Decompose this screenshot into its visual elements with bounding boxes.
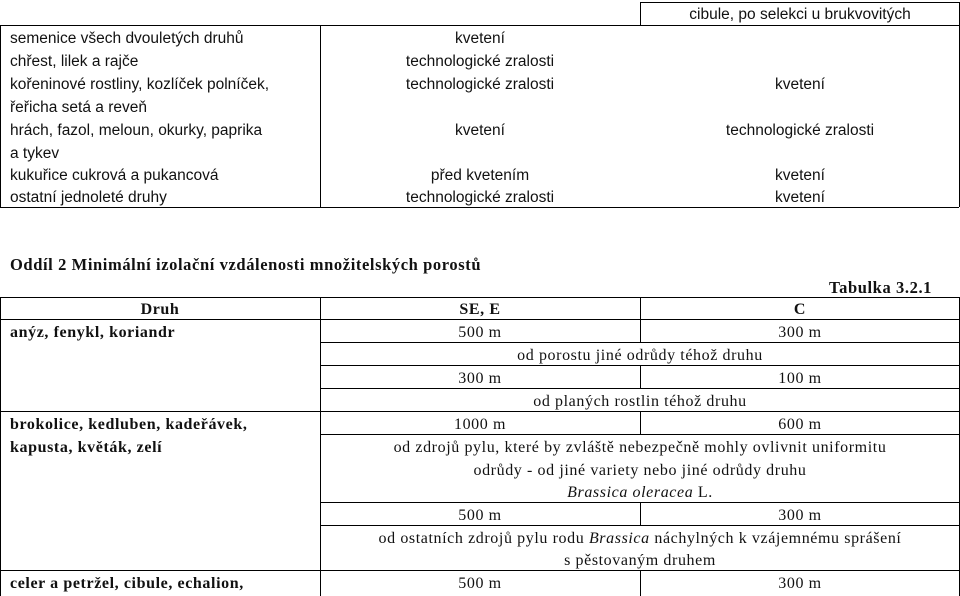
t2-r1-rule [320, 342, 959, 343]
t2-r3-rule [320, 434, 959, 435]
t2-divider-se-c-4 [640, 502, 641, 525]
t2-r3-note4 [379, 527, 902, 550]
t1-row4-col3: technologické zralosti [725, 122, 875, 139]
t2-r3-note4-prefix: od ostatních zdrojů pylu rodu [378, 530, 589, 547]
t2-r3-se: 1000 m [453, 416, 507, 433]
t2-r3-crop-line2: kapusta, květák, zelí [10, 439, 163, 456]
t2-r1-se: 500 m [458, 324, 502, 341]
t1-header-right: cibule, po selekci u brukvovitých [689, 6, 911, 23]
t2-r3-se2-rule [320, 525, 959, 526]
t1-row5-col3: kvetení [775, 167, 825, 184]
t2-r3-c2: 300 m [778, 507, 822, 524]
t1-left-border [0, 25, 1, 207]
t2-r3-genus: Brassica [588, 530, 650, 547]
t2-r3-note1: od zdrojů pylu, které by zvláště nebezpečně mohly ovlivnit uniformitu [393, 439, 887, 456]
t2-r4-se: 500 m [458, 575, 502, 592]
t2-divider-se-c-2 [640, 365, 641, 388]
t2-r3-end-rule [0, 570, 959, 571]
t1-row3-crop-line2: řeřicha setá a reveň [10, 99, 147, 116]
t1-row5-crop: kukuřice cukrová a pukancová [10, 167, 219, 184]
t2-divider-se-c-3 [640, 411, 641, 434]
t2-r1-crop: anýz, fenykl, koriandr [10, 324, 176, 341]
t2-r3-species: Brassica oleracea [567, 484, 694, 501]
t2-divider-se-c-5 [640, 570, 641, 596]
t2-r2-se: 300 m [458, 370, 502, 387]
t1-row6-crop: ostatní jednoleté druhy [10, 189, 167, 206]
t2-divider-druh [320, 297, 321, 596]
t1-row2-col2: technologické zralosti [405, 53, 555, 70]
t1-row3-crop: kořeninové rostliny, kozlíček polníček, [10, 76, 270, 93]
t2-r3-crop: brokolice, kedluben, kadeřávek, [10, 416, 248, 433]
t2-header-c: C [793, 301, 807, 318]
t2-r1-note: od porostu jiné odrůdy téhož druhu [517, 347, 763, 364]
t2-divider-se-c [640, 297, 641, 342]
t1-divider-2 [640, 2, 641, 25]
t1-row4-crop-line2: a tykev [10, 145, 60, 162]
t1-row5-col2: před kvetením [430, 167, 530, 184]
t1-row4-crop: hrách, fazol, meloun, okurky, paprika [10, 122, 263, 139]
t2-header-druh: Druh [140, 301, 180, 318]
section-title: Oddíl 2 Minimální izolační vzdálenosti množitelských porostů [10, 255, 482, 274]
t2-r3-note3 [567, 481, 713, 504]
t2-r3-se2: 500 m [458, 507, 502, 524]
t1-row3-col3: kvetení [775, 76, 825, 93]
t2-r3-species-suffix: L. [693, 484, 713, 501]
t2-left-border [0, 297, 1, 596]
t2-r2-rule [320, 388, 959, 389]
t2-r3-note5: s pěstovaným druhem [564, 552, 716, 569]
t1-row6-col2: technologické zralosti [405, 189, 555, 206]
t2-r3-note4-suffix: náchylných k vzájemnému sprášení [649, 530, 902, 547]
t2-r3-note2: odrůdy - od jiné variety nebo jiné odrůdy druhu [473, 462, 807, 479]
t2-r1-c: 300 m [778, 324, 822, 341]
t2-r2-note: od planých rostlin téhož druhu [533, 393, 747, 410]
table-label: Tabulka 3.2.1 [829, 278, 933, 297]
t1-row4-col2: kvetení [455, 122, 505, 139]
t1-row1-col2: kvetení [455, 30, 505, 47]
t1-row2-crop: chřest, lilek a rajče [10, 53, 139, 70]
t2-header-se: SE, E [459, 301, 501, 318]
t1-row6-col3: kvetení [775, 189, 825, 206]
t2-r4-c: 300 m [778, 575, 822, 592]
t1-divider-1 [320, 25, 321, 207]
t2-r4-crop: celer a petržel, cibule, echalion, [10, 575, 244, 592]
t2-r2-end-rule [0, 411, 959, 412]
t1-row3-col2: technologické zralosti [405, 76, 555, 93]
t2-r3-c: 600 m [778, 416, 822, 433]
t2-r2-c: 100 m [778, 370, 822, 387]
t1-row1-crop: semenice všech dvouletých druhů [10, 30, 244, 47]
